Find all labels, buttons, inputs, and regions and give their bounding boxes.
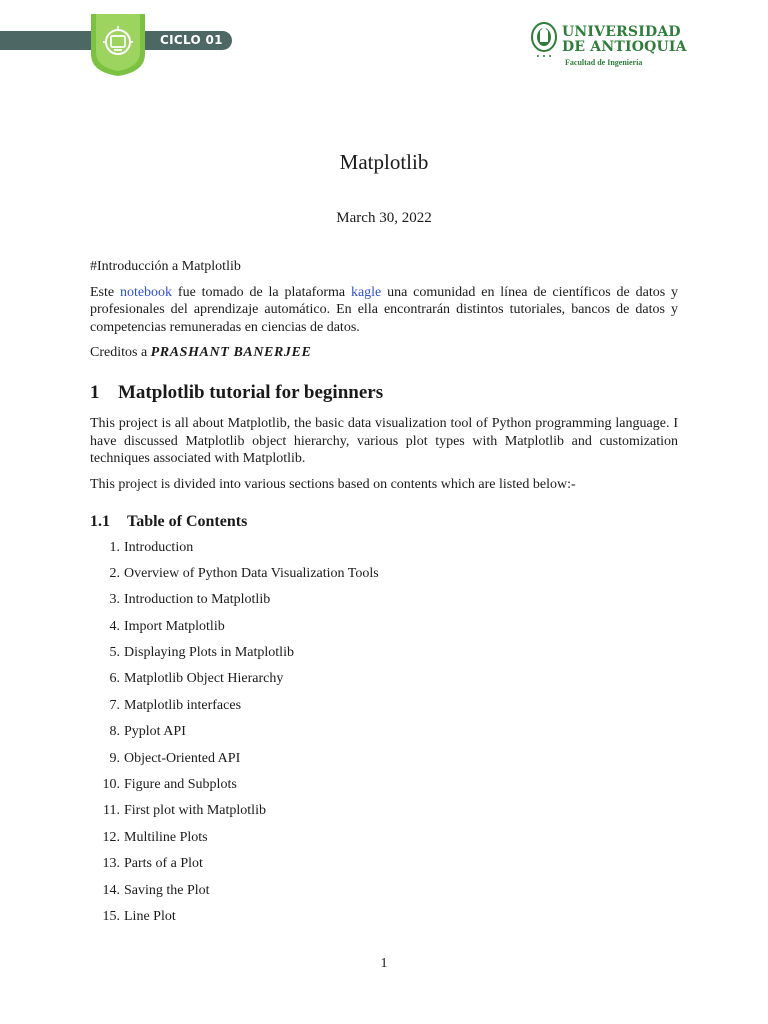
- toc-item-number: 6.: [109, 671, 120, 687]
- subsection-heading: [90, 513, 678, 531]
- intro-text-2: fue tomado de la plataforma: [172, 284, 351, 300]
- credits-paragraph: [90, 344, 678, 362]
- kagle-link[interactable]: kagle: [350, 284, 382, 300]
- toc-item-label: Matplotlib interfaces: [124, 697, 242, 713]
- table-of-contents: [90, 539, 678, 935]
- document-title: Matplotlib: [339, 150, 429, 174]
- notebook-link[interactable]: notebook: [119, 284, 173, 300]
- toc-item-label: Import Matplotlib: [124, 618, 225, 634]
- toc-item: [90, 802, 678, 828]
- toc-item-label: Parts of a Plot: [124, 856, 203, 872]
- toc-item-label: First plot with Matplotlib: [124, 803, 266, 819]
- section-number: 1: [90, 381, 100, 403]
- toc-item-number: 3.: [109, 592, 120, 608]
- section-paragraph-1: This project is all about Matplotlib, the basic data visualization tool of Python programming language. I have discussed Matplotlib object hierarchy, various plot types with Matplotlib and customization techniques associated with Matplotlib.: [90, 416, 678, 466]
- credits-name: PRASHANT BANERJEE: [150, 345, 312, 360]
- toc-item-number: 8.: [109, 724, 120, 740]
- university-faculty: Facultad de Ingeniería: [565, 58, 643, 67]
- university-seal-icon: [529, 21, 559, 59]
- toc-item: [90, 697, 678, 723]
- toc-item-label: Saving the Plot: [124, 882, 210, 898]
- university-name: [562, 25, 687, 55]
- toc-item: [90, 908, 678, 934]
- toc-item: [90, 829, 678, 855]
- intro-paragraph: [90, 284, 678, 337]
- toc-item-label: Object-Oriented API: [124, 750, 241, 766]
- toc-item-number: 2.: [109, 565, 120, 581]
- toc-item: [90, 618, 678, 644]
- toc-item-number: 12.: [102, 829, 120, 845]
- toc-item-number: 4.: [109, 618, 120, 634]
- subsection-number: 1.1: [90, 513, 110, 530]
- toc-item: [90, 882, 678, 908]
- toc-item-label: Matplotlib Object Hierarchy: [124, 671, 284, 687]
- toc-item-label: Figure and Subplots: [124, 777, 237, 793]
- toc-item: [90, 565, 678, 591]
- toc-item-label: Introduction to Matplotlib: [124, 592, 271, 608]
- intro-text-1: Este: [90, 284, 120, 300]
- toc-item-number: 7.: [109, 697, 120, 713]
- section-heading: [90, 381, 678, 403]
- section-title: Matplotlib tutorial for beginners: [118, 381, 384, 403]
- toc-item-number: 13.: [102, 856, 120, 872]
- intro-heading: #Introducción a Matplotlib: [90, 259, 241, 274]
- section-paragraph-2: This project is divided into various sections based on contents which are listed below:-: [90, 476, 576, 492]
- toc-item-number: 15.: [102, 908, 120, 924]
- subsection-title: Table of Contents: [127, 513, 248, 530]
- toc-item-number: 1.: [109, 539, 120, 555]
- document-date: March 30, 2022: [336, 210, 432, 226]
- toc-item-label: Introduction: [124, 539, 194, 555]
- toc-item-number: 9.: [109, 750, 120, 766]
- toc-item: [90, 670, 678, 696]
- toc-item: [90, 723, 678, 749]
- page-number: 1: [380, 956, 388, 971]
- toc-item: [90, 644, 678, 670]
- intro-text-3: una comunidad en línea de científicos de datos y profesionales del aprendizaje automático. En ella encontrarán distintos tutoriales, bancos de datos y competencias remuneradas en ciencias de datos.: [90, 284, 678, 335]
- document-body: [90, 258, 678, 934]
- university-name-line1: UNIVERSIDAD: [562, 24, 681, 40]
- toc-item-number: 10.: [102, 777, 120, 793]
- toc-item-label: Displaying Plots in Matplotlib: [124, 645, 294, 661]
- toc-item-number: 11.: [103, 803, 120, 819]
- toc-item: [90, 539, 678, 565]
- toc-item-label: Overview of Python Data Visualization Tools: [124, 565, 379, 581]
- toc-item: [90, 855, 678, 881]
- toc-item-number: 5.: [109, 645, 120, 661]
- ciclo-label: CICLO 01: [160, 33, 223, 47]
- toc-item-label: Line Plot: [124, 908, 176, 924]
- toc-item: [90, 750, 678, 776]
- university-name-line2: DE ANTIOQUIA: [562, 39, 687, 55]
- credits-prefix: Creditos a: [90, 345, 151, 360]
- toc-item-label: Pyplot API: [124, 724, 186, 740]
- toc-item: [90, 776, 678, 802]
- toc-item: [90, 591, 678, 617]
- toc-item-label: Multiline Plots: [124, 829, 208, 845]
- ciclo-shield-icon: [91, 14, 145, 76]
- toc-item-number: 14.: [102, 882, 120, 898]
